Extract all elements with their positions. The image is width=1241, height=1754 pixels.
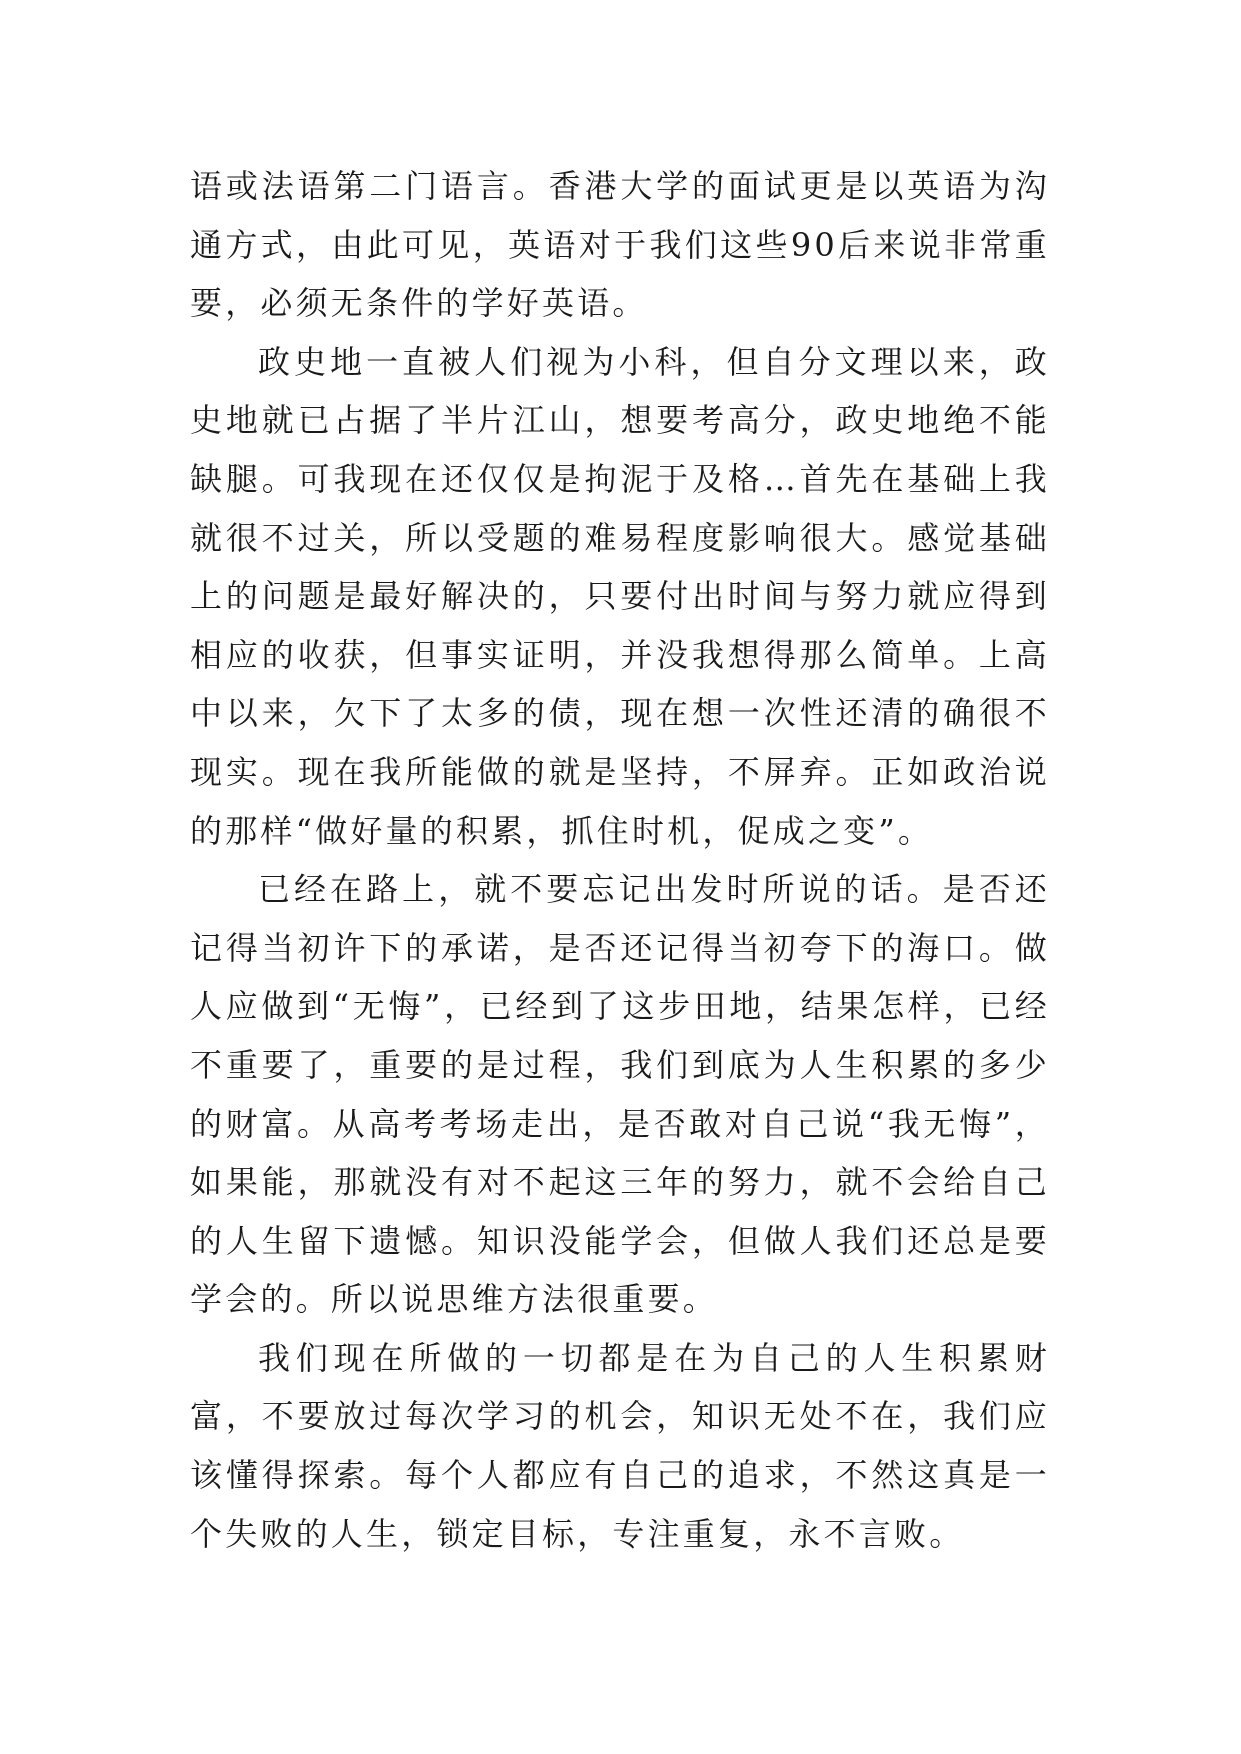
paragraph-continued: 语或法语第二门语言。香港大学的面试更是以英语为沟通方式，由此可见，英语对于我们这些90后来说非常重要，必须无条件的学好英语。 bbox=[190, 167, 1050, 323]
paragraph: 政史地一直被人们视为小科，但自分文理以来，政史地就已占据了半片江山，想要考高分，政史地绝不能缺腿。可我现在还仅仅是拘泥于及格…首先在基础上我就很不过关，所以受题的难易程度影响很大。感觉基础上的问题是最好解决的，只要付出时间与努力就应得到相应的收获，但事实证明，并没我想得那么简单。上高中以来，欠下了太多的债，现在想一次性还清的确很不现实。现在我所能做的就是坚持，不屏弃。正如政治说的那样“做好量的积累，抓住时机，促成之变”。 bbox=[190, 342, 1050, 850]
paragraph: 已经在路上，就不要忘记出发时所说的话。是否还记得当初许下的承诺，是否还记得当初夸下的海口。做人应做到“无悔”，已经到了这步田地，结果怎样，已经不重要了，重要的是过程，我们到底为人生积累的多少的财富。从高考考场走出，是否敢对自己说“我无悔”，如果能，那就没有对不起这三年的努力，就不会给自己的人生留下遗憾。知识没能学会，但做人我们还总是要学会的。所以说思维方法很重要。 bbox=[190, 870, 1050, 1319]
document-body bbox=[190, 157, 1050, 1563]
paragraph: 我们现在所做的一切都是在为自己的人生积累财富，不要放过每次学习的机会，知识无处不在，我们应该懂得探索。每个人都应有自己的追求，不然这真是一个失败的人生，锁定目标，专注重复，永不言败。 bbox=[190, 1338, 1050, 1553]
